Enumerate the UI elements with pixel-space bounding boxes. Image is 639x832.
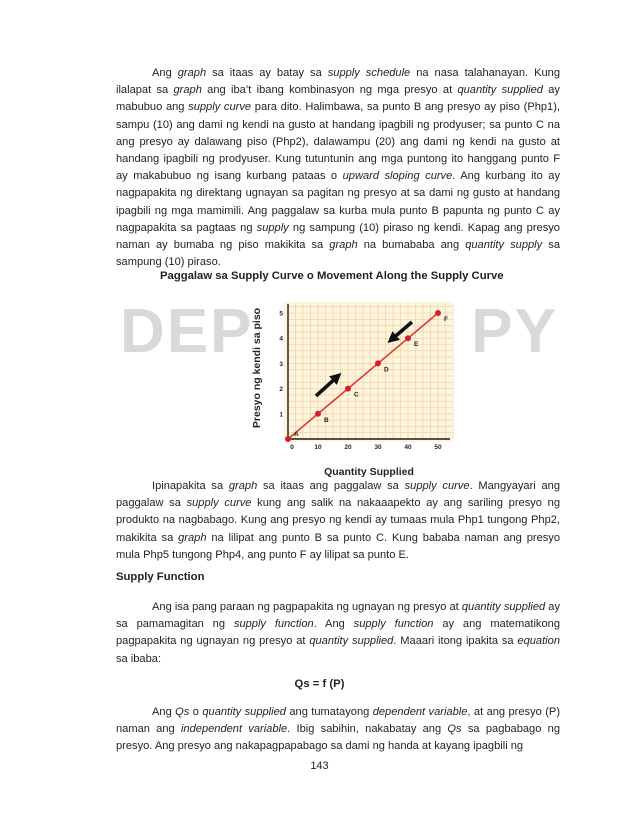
data-point-e bbox=[405, 335, 411, 341]
x-tick-label: 30 bbox=[374, 444, 382, 451]
supply-function-heading: Supply Function bbox=[116, 571, 205, 583]
point-label-e: E bbox=[414, 341, 419, 349]
paragraph-variables: Ang Qs o quantity supplied ang tumatayong dependent variable, at ang presyo (P) naman ang independent variable. Ibig sabihin, nakabatay ang Qs sa pagbabago ng presyo. Ang presyo ang nakapagpapabago sa dami ng handa at kayang ipagbili ng bbox=[116, 706, 561, 753]
x-tick-labels bbox=[290, 444, 442, 451]
x-tick-label: 0 bbox=[290, 444, 294, 451]
x-tick-label: 20 bbox=[344, 444, 352, 451]
x-tick-label: 10 bbox=[314, 444, 322, 451]
data-point-d bbox=[375, 360, 381, 366]
y-tick-label: 3 bbox=[279, 360, 283, 368]
supply-curve-chart bbox=[238, 298, 456, 482]
data-point-a bbox=[285, 436, 291, 442]
point-label-d: D bbox=[384, 366, 389, 374]
data-point-b bbox=[315, 411, 321, 417]
y-tick-label: 2 bbox=[279, 386, 283, 394]
point-label-f: F bbox=[444, 316, 448, 323]
y-tick-label: 4 bbox=[279, 335, 283, 343]
watermark-left: DEP bbox=[120, 297, 254, 366]
paragraph-supply-function: Ang isa pang paraan ng pagpapakita ng ugnayan ng presyo at quantity supplied ay sa pamamagitan ng supply function. Ang supply function ay ang matematikong pagpapakita ng ugnayan ng presyo at quantity supplied. Maaari itong ipakita sa equation sa ibaba: bbox=[116, 601, 560, 665]
y-tick-label: 1 bbox=[279, 411, 283, 419]
y-axis-label: Presyo ng kendi sa piso bbox=[251, 307, 263, 429]
y-tick-label: 5 bbox=[279, 310, 283, 318]
y-tick-labels bbox=[279, 311, 283, 419]
watermark-right: PY bbox=[471, 297, 558, 366]
data-point-c bbox=[345, 386, 351, 392]
paragraph-graph-explanation: Ang graph sa itaas ay batay sa supply schedule na nasa talahanayan. Kung ilalapat sa graph ang iba’t ibang kombinasyon ng mga presyo at quantity supplied ay mabubuo ang supply curve para dito. Halimbawa, sa punto B ang presyo ay piso (Php1), sampu (10) ang dami ng kendi na gusto at handang ipagbili ng prodyuser; sa punto C na ang presyo ay dalawang piso (Php2), dalawampu (20) ang dami ng kendi na gusto at handang ipagbili ng prodyuser. Kung tutuntunin ang mga puntong ito hanggang punto F ay makabubuo ng isang kurbang pataas o upward sloping curve. Ang kurbang ito ay nagpapakita ng direktang ugnayan sa pagitan ng presyo at sa dami ng gusto at handang ipagbili ng mga mamimili. Ang paggalaw sa kurba mula punto B papunta ng punto C ay nagpapakita sa pagtaas ng supply ng sampung (10) piraso ng kendi. Kapag ang presyo naman ay bumaba ng piso makikita sa graph na bumababa ang quantity supply sa sampung (10) piraso. bbox=[116, 67, 561, 269]
x-tick-label: 50 bbox=[434, 444, 442, 451]
point-label-c: C bbox=[354, 391, 359, 399]
section-heading: Paggalaw sa Supply Curve o Movement Along the Supply Curve bbox=[160, 270, 504, 282]
x-axis-label: Quantity Supplied bbox=[324, 466, 414, 478]
point-label-a: A bbox=[294, 431, 299, 438]
supply-function-equation: Qs = f (P) bbox=[294, 678, 345, 690]
page-number: 143 bbox=[310, 760, 329, 772]
point-label-b: B bbox=[324, 416, 329, 424]
data-point-f bbox=[435, 310, 441, 316]
paragraph-movement-explanation: Ipinapakita sa graph sa itaas ang paggalaw sa supply curve. Mangyayari ang paggalaw sa supply curve kung ang salik na nakaaapekto ay ang sariling presyo ng produkto na nagbabago. Kung ang presyo ng kendi ay tumaas mula Php1 tungong Php2, makikita sa graph na lilipat ang punto B sa punto C. Kung bababa naman ang presyo mula Php5 tungong Php4, ang punto F ay lilipat sa punto E. bbox=[116, 480, 560, 561]
x-tick-label: 40 bbox=[404, 444, 412, 451]
